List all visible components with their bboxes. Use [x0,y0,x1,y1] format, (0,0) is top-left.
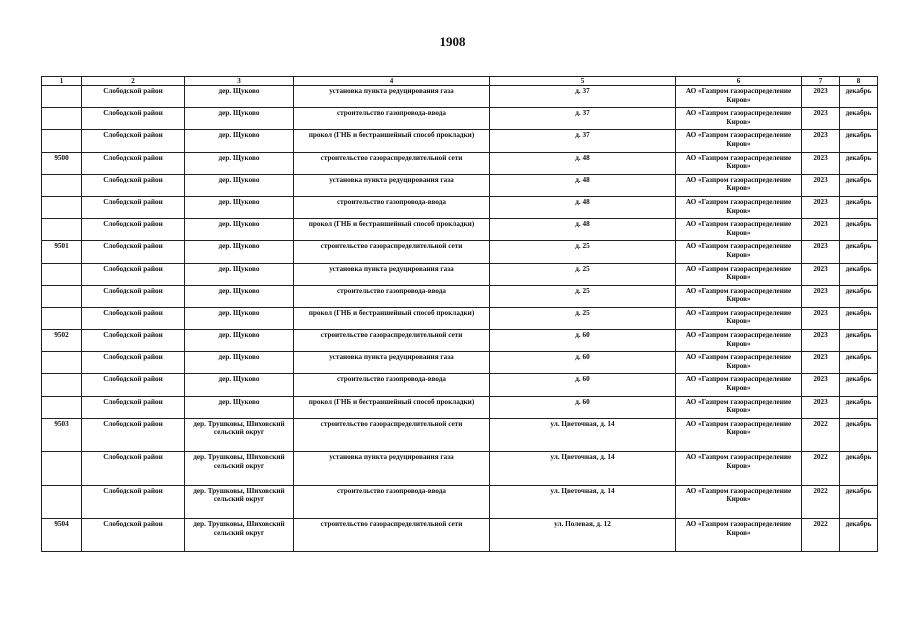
district-cell: Слободской район [82,352,185,374]
table-row [42,352,878,374]
address-cell: д. 60 [490,396,676,418]
column-header: 2 [82,77,185,86]
table-body [42,86,878,552]
organization-cell: АО «Газпром газораспределение Киров» [676,518,802,551]
district-cell: Слободской район [82,374,185,396]
month-cell: декабрь [840,374,878,396]
district-cell: Слободской район [82,241,185,263]
row-number [42,352,82,374]
year-cell: 2022 [802,418,840,451]
locality-cell: дер. Щуково [185,352,294,374]
address-cell: ул. Полевая, д. 12 [490,518,676,551]
year-cell: 2023 [802,396,840,418]
address-cell: д. 48 [490,174,676,196]
month-cell: декабрь [840,307,878,329]
district-cell: Слободской район [82,452,185,485]
year-cell: 2023 [802,152,840,174]
address-cell: д. 48 [490,152,676,174]
address-cell: д. 37 [490,108,676,130]
row-number: 9501 [42,241,82,263]
row-number [42,452,82,485]
district-cell: Слободской район [82,263,185,285]
year-cell: 2022 [802,485,840,518]
locality-cell: дер. Щуково [185,241,294,263]
address-cell: д. 60 [490,330,676,352]
locality-cell: дер. Щуково [185,86,294,108]
organization-cell: АО «Газпром газораспределение Киров» [676,130,802,152]
work-type-cell: прокол (ГНБ и бестраншейный способ прокладки) [294,130,490,152]
row-number: 9503 [42,418,82,451]
work-type-cell: прокол (ГНБ и бестраншейный способ прокладки) [294,307,490,329]
organization-cell: АО «Газпром газораспределение Киров» [676,330,802,352]
row-number [42,263,82,285]
organization-cell: АО «Газпром газораспределение Киров» [676,108,802,130]
work-type-cell: строительство газораспределительной сети [294,241,490,263]
table-row [42,108,878,130]
year-cell: 2023 [802,130,840,152]
locality-cell: дер. Щуково [185,219,294,241]
table-row [42,263,878,285]
month-cell: декабрь [840,518,878,551]
year-cell: 2023 [802,86,840,108]
table-row [42,307,878,329]
organization-cell: АО «Газпром газораспределение Киров» [676,396,802,418]
table-row [42,86,878,108]
address-cell: д. 25 [490,241,676,263]
column-header: 7 [802,77,840,86]
district-cell: Слободской район [82,219,185,241]
year-cell: 2023 [802,263,840,285]
address-cell: д. 25 [490,285,676,307]
year-cell: 2023 [802,285,840,307]
table-row [42,219,878,241]
month-cell: декабрь [840,418,878,451]
district-cell: Слободской район [82,196,185,218]
year-cell: 2023 [802,352,840,374]
month-cell: декабрь [840,241,878,263]
page-number: 1908 [439,34,466,49]
organization-cell: АО «Газпром газораспределение Киров» [676,241,802,263]
row-number [42,396,82,418]
row-number [42,130,82,152]
table-row [42,174,878,196]
table-row [42,418,878,451]
locality-cell: дер. Щуково [185,108,294,130]
district-cell: Слободской район [82,174,185,196]
year-cell: 2023 [802,196,840,218]
row-number [42,219,82,241]
organization-cell: АО «Газпром газораспределение Киров» [676,307,802,329]
locality-cell: дер. Щуково [185,196,294,218]
address-cell: д. 48 [490,219,676,241]
year-cell: 2023 [802,241,840,263]
table-row [42,152,878,174]
district-cell: Слободской район [82,307,185,329]
table-row [42,285,878,307]
district-cell: Слободской район [82,152,185,174]
column-header: 4 [294,77,490,86]
organization-cell: АО «Газпром газораспределение Киров» [676,174,802,196]
table-row [42,330,878,352]
column-header: 8 [840,77,878,86]
address-cell: ул. Цветочная, д. 14 [490,418,676,451]
row-number [42,108,82,130]
district-cell: Слободской район [82,330,185,352]
table-row [42,485,878,518]
district-cell: Слободской район [82,418,185,451]
work-type-cell: строительство газопровода-ввода [294,285,490,307]
year-cell: 2023 [802,219,840,241]
district-cell: Слободской район [82,285,185,307]
locality-cell: дер. Трушковы, Шиховский сельский округ [185,452,294,485]
locality-cell: дер. Трушковы, Шиховский сельский округ [185,418,294,451]
month-cell: декабрь [840,108,878,130]
locality-cell: дер. Щуково [185,130,294,152]
organization-cell: АО «Газпром газораспределение Киров» [676,452,802,485]
organization-cell: АО «Газпром газораспределение Киров» [676,374,802,396]
year-cell: 2022 [802,518,840,551]
year-cell: 2023 [802,108,840,130]
address-cell: д. 25 [490,263,676,285]
address-cell: ул. Цветочная, д. 14 [490,452,676,485]
work-type-cell: строительство газораспределительной сети [294,518,490,551]
work-type-cell: строительство газопровода-ввода [294,485,490,518]
district-cell: Слободской район [82,518,185,551]
row-number [42,485,82,518]
locality-cell: дер. Щуково [185,152,294,174]
header-row [42,77,878,86]
month-cell: декабрь [840,174,878,196]
work-type-cell: строительство газопровода-ввода [294,374,490,396]
year-cell: 2023 [802,174,840,196]
district-cell: Слободской район [82,485,185,518]
table-row [42,396,878,418]
work-type-cell: установка пункта редуцирования газа [294,352,490,374]
work-type-cell: установка пункта редуцирования газа [294,263,490,285]
month-cell: декабрь [840,452,878,485]
row-number: 9500 [42,152,82,174]
work-type-cell: строительство газопровода-ввода [294,196,490,218]
organization-cell: АО «Газпром газораспределение Киров» [676,285,802,307]
month-cell: декабрь [840,86,878,108]
month-cell: декабрь [840,152,878,174]
month-cell: декабрь [840,196,878,218]
month-cell: декабрь [840,396,878,418]
address-cell: д. 60 [490,374,676,396]
locality-cell: дер. Трушковы, Шиховский сельский округ [185,518,294,551]
locality-cell: дер. Щуково [185,263,294,285]
organization-cell: АО «Газпром газораспределение Киров» [676,485,802,518]
table-row [42,196,878,218]
row-number [42,307,82,329]
work-type-cell: установка пункта редуцирования газа [294,86,490,108]
table-row [42,374,878,396]
month-cell: декабрь [840,285,878,307]
row-number: 9502 [42,330,82,352]
address-cell: д. 25 [490,307,676,329]
year-cell: 2022 [802,452,840,485]
month-cell: декабрь [840,352,878,374]
organization-cell: АО «Газпром газораспределение Киров» [676,152,802,174]
organization-cell: АО «Газпром газораспределение Киров» [676,196,802,218]
row-number [42,196,82,218]
district-cell: Слободской район [82,130,185,152]
year-cell: 2023 [802,374,840,396]
work-type-cell: установка пункта редуцирования газа [294,452,490,485]
work-type-cell: строительство газопровода-ввода [294,108,490,130]
column-header: 3 [185,77,294,86]
row-number: 9504 [42,518,82,551]
work-type-cell: прокол (ГНБ и бестраншейный способ прокладки) [294,219,490,241]
row-number [42,86,82,108]
organization-cell: АО «Газпром газораспределение Киров» [676,219,802,241]
organization-cell: АО «Газпром газораспределение Киров» [676,352,802,374]
locality-cell: дер. Щуково [185,174,294,196]
table-header [42,77,878,86]
address-cell: ул. Цветочная, д. 14 [490,485,676,518]
row-number [42,374,82,396]
year-cell: 2023 [802,307,840,329]
locality-cell: дер. Трушковы, Шиховский сельский округ [185,485,294,518]
district-cell: Слободской район [82,86,185,108]
column-header: 5 [490,77,676,86]
organization-cell: АО «Газпром газораспределение Киров» [676,418,802,451]
district-cell: Слободской район [82,396,185,418]
row-number [42,174,82,196]
table-row [42,452,878,485]
month-cell: декабрь [840,130,878,152]
column-header: 1 [42,77,82,86]
locality-cell: дер. Щуково [185,374,294,396]
work-type-cell: строительство газораспределительной сети [294,152,490,174]
address-cell: д. 48 [490,196,676,218]
table-row [42,518,878,551]
work-type-cell: строительство газораспределительной сети [294,330,490,352]
address-cell: д. 37 [490,130,676,152]
row-number [42,285,82,307]
table-row [42,241,878,263]
locality-cell: дер. Щуково [185,285,294,307]
locality-cell: дер. Щуково [185,396,294,418]
month-cell: декабрь [840,485,878,518]
district-cell: Слободской район [82,108,185,130]
address-cell: д. 37 [490,86,676,108]
work-type-cell: установка пункта редуцирования газа [294,174,490,196]
year-cell: 2023 [802,330,840,352]
work-type-cell: прокол (ГНБ и бестраншейный способ прокладки) [294,396,490,418]
month-cell: декабрь [840,330,878,352]
month-cell: декабрь [840,219,878,241]
works-table [41,76,878,552]
address-cell: д. 60 [490,352,676,374]
column-header: 6 [676,77,802,86]
locality-cell: дер. Щуково [185,330,294,352]
organization-cell: АО «Газпром газораспределение Киров» [676,263,802,285]
month-cell: декабрь [840,263,878,285]
organization-cell: АО «Газпром газораспределение Киров» [676,86,802,108]
locality-cell: дер. Щуково [185,307,294,329]
table-row [42,130,878,152]
work-type-cell: строительство газораспределительной сети [294,418,490,451]
